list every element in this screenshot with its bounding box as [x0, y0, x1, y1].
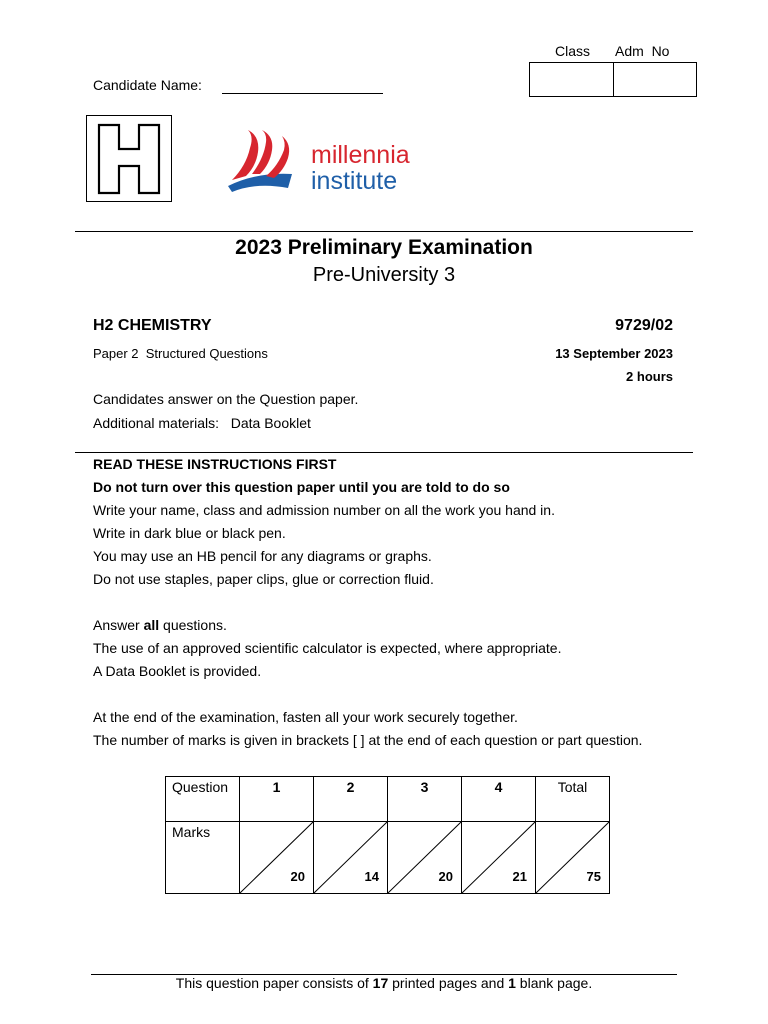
instruction-line: A Data Booklet is provided. [93, 663, 262, 679]
exam-subtitle: Pre-University 3 [312, 264, 456, 286]
instructions-heading: READ THESE INSTRUCTIONS FIRST [93, 456, 337, 472]
instruction-line: You may use an HB pencil for any diagrams or graphs. [93, 548, 432, 564]
instruction-line: The number of marks is given in brackets [ ] at the end of each question or part question. [93, 732, 643, 748]
candidate-name-label: Candidate Name: [93, 77, 202, 93]
marks-cell[interactable]: 14 [314, 822, 388, 894]
additional-materials: Additional materials: Data Booklet [93, 415, 311, 431]
question-number-cell: 1 [240, 777, 314, 822]
logo-text-institute: institute [311, 167, 398, 195]
adm-no-box[interactable] [613, 62, 697, 97]
level-h-icon [87, 116, 171, 201]
instruction-line: Write your name, class and admission number on all the work you hand in. [93, 502, 555, 518]
question-number-cell: 4 [462, 777, 536, 822]
millennia-institute-logo [226, 128, 436, 198]
class-label: Class [555, 43, 591, 59]
footer-text: This question paper consists of 17 printed pages and 1 blank page. [175, 975, 593, 991]
marks-header-cell: Marks [166, 822, 240, 894]
instruction-line: The use of an approved scientific calculator is expected, where appropriate. [93, 640, 562, 656]
exam-duration: 2 hours [626, 369, 673, 384]
marks-cell[interactable]: 20 [388, 822, 462, 894]
question-header-cell: Question [166, 777, 240, 822]
logo-text-millennia: millennia [311, 141, 410, 169]
marks-cell[interactable]: 21 [462, 822, 536, 894]
answer-on-paper: Candidates answer on the Question paper. [93, 391, 359, 407]
answer-all-line: Answer all questions. [93, 617, 227, 633]
adm-no-label: Adm No [615, 43, 670, 59]
instructions-bold-line: Do not turn over this question paper until you are told to do so [93, 479, 510, 495]
instruction-line: At the end of the examination, fasten all your work securely together. [93, 709, 518, 725]
subject-code: 9729/02 [615, 317, 673, 334]
paper-label: Paper 2 Structured Questions [93, 346, 268, 361]
candidate-name-line[interactable] [222, 93, 383, 94]
instructions-block [93, 453, 693, 752]
total-header-cell: Total [536, 777, 610, 822]
exam-title: 2023 Preliminary Examination [235, 236, 533, 259]
total-marks-cell[interactable]: 75 [536, 822, 610, 894]
marks-cell[interactable]: 20 [240, 822, 314, 894]
class-box[interactable] [529, 62, 614, 97]
divider-top [75, 231, 693, 232]
question-number-cell: 2 [314, 777, 388, 822]
subject-name: H2 CHEMISTRY [93, 317, 212, 334]
instruction-line: Write in dark blue or black pen. [93, 525, 286, 541]
question-number-cell: 3 [388, 777, 462, 822]
logo-emblem-icon [226, 128, 298, 196]
exam-date: 13 September 2023 [555, 346, 673, 361]
level-box [86, 115, 172, 202]
marks-table [165, 776, 610, 894]
instruction-line: Do not use staples, paper clips, glue or correction fluid. [93, 571, 434, 587]
